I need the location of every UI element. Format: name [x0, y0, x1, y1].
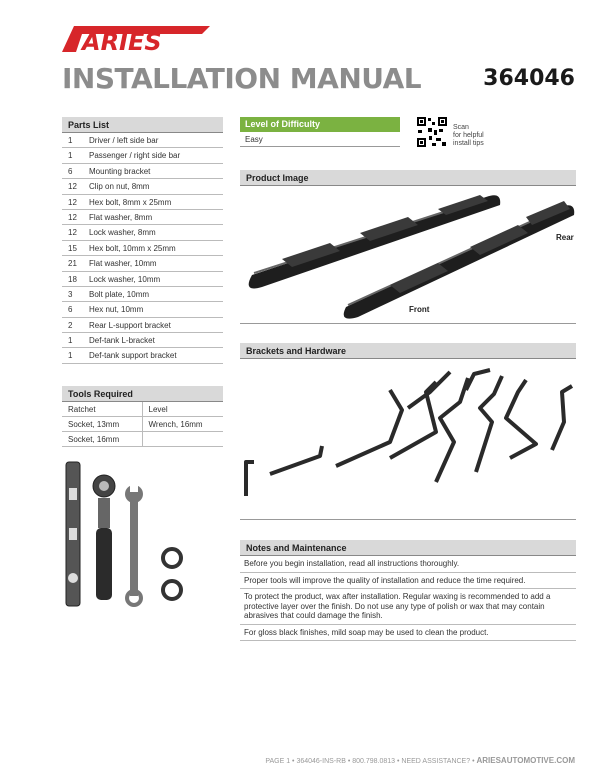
- part-desc: Def-tank L-bracket: [89, 336, 155, 346]
- tool-item: Wrench, 16mm: [143, 417, 224, 432]
- brackets-heading: Brackets and Hardware: [240, 343, 576, 359]
- part-desc: Rear L-support bracket: [89, 320, 171, 330]
- brackets-section: [240, 343, 576, 359]
- part-qty: 1: [68, 151, 73, 161]
- tools-illustration: [62, 458, 192, 610]
- part-qty: 6: [68, 166, 73, 176]
- part-qty: 12: [68, 182, 77, 192]
- part-qty: 6: [68, 305, 73, 315]
- part-qty: 1: [68, 136, 73, 145]
- part-desc: Hex bolt, 10mm x 25mm: [89, 243, 176, 253]
- parts-row: [62, 302, 223, 317]
- part-qty: 18: [68, 274, 77, 284]
- part-qty: 12: [68, 197, 77, 207]
- tool-item: [143, 432, 224, 447]
- part-desc: Driver / left side bar: [89, 136, 159, 145]
- part-desc: Lock washer, 10mm: [89, 274, 161, 284]
- part-desc: Clip on nut, 8mm: [89, 182, 150, 192]
- parts-row: [62, 179, 223, 194]
- part-desc: Lock washer, 8mm: [89, 228, 156, 238]
- part-desc: Flat washer, 10mm: [89, 259, 157, 269]
- part-desc: Bolt plate, 10mm: [89, 289, 150, 299]
- part-qty: 21: [68, 259, 77, 269]
- footer: PAGE 1 • 364046-INS-RB • 800.798.0813 • NEED ASSISTANCE? • ARIESAUTOMOTIVE.COM: [265, 756, 575, 765]
- part-qty: 1: [68, 336, 73, 346]
- parts-row: [62, 348, 223, 363]
- parts-row: [62, 225, 223, 240]
- part-desc: Hex nut, 10mm: [89, 305, 144, 315]
- tool-item: Socket, 16mm: [62, 432, 143, 447]
- difficulty-value: Easy: [240, 132, 400, 147]
- note-item: For gloss black finishes, mild soap may be used to clean the product.: [240, 625, 576, 642]
- parts-row: [62, 210, 223, 225]
- parts-row: [62, 272, 223, 287]
- tools-required: [62, 386, 223, 447]
- page-title: INSTALLATION MANUAL: [62, 62, 422, 95]
- note-item: Before you begin installation, read all instructions thoroughly.: [240, 556, 576, 573]
- part-desc: Def-tank support bracket: [89, 351, 177, 361]
- part-desc: Hex bolt, 8mm x 25mm: [89, 197, 172, 207]
- divider: [240, 519, 576, 520]
- website-link[interactable]: ARIESAUTOMOTIVE.COM: [476, 756, 575, 765]
- parts-row: [62, 318, 223, 333]
- part-qty: 12: [68, 228, 77, 238]
- front-label: Front: [409, 305, 430, 314]
- difficulty-heading: Level of Difficulty: [240, 117, 400, 132]
- side-bars-image: [240, 187, 576, 321]
- part-desc: Passenger / right side bar: [89, 151, 181, 161]
- difficulty: [240, 117, 400, 147]
- rear-label: Rear: [556, 233, 574, 242]
- tool-item: Socket, 13mm: [62, 417, 143, 432]
- aries-logo: [62, 24, 212, 54]
- note-item: To protect the product, wax after installation. Regular waxing is recommended to add a protective layer over the finish. Do not use any type of polish or wax that may contain abrasives that could damage the finish.: [240, 589, 576, 625]
- parts-list: [62, 117, 223, 364]
- tools-heading: Tools Required: [62, 386, 223, 402]
- part-qty: 12: [68, 212, 77, 222]
- parts-row: [62, 256, 223, 271]
- parts-row: [62, 133, 223, 148]
- product-image-heading: Product Image: [240, 170, 576, 186]
- notes-section: [240, 540, 576, 641]
- parts-row: [62, 195, 223, 210]
- parts-row: [62, 164, 223, 179]
- divider: [240, 323, 576, 324]
- part-desc: Flat washer, 8mm: [89, 212, 153, 222]
- brackets-hardware-image: [240, 362, 576, 518]
- parts-row: [62, 148, 223, 163]
- parts-row: [62, 241, 223, 256]
- notes-heading: Notes and Maintenance: [240, 540, 576, 556]
- parts-row: [62, 287, 223, 302]
- qr-caption: Scan for helpful install tips: [453, 124, 484, 147]
- part-number: 364046: [483, 66, 575, 91]
- part-qty: 15: [68, 243, 77, 253]
- parts-list-heading: Parts List: [62, 117, 223, 133]
- parts-row: [62, 333, 223, 348]
- logo-text: ARIES: [82, 28, 162, 54]
- part-qty: 1: [68, 351, 73, 361]
- qr-code-icon[interactable]: [416, 116, 448, 148]
- tool-item: Ratchet: [62, 402, 143, 417]
- part-qty: 3: [68, 289, 73, 299]
- note-item: Proper tools will improve the quality of installation and reduce the time required.: [240, 573, 576, 590]
- tool-item: Level: [143, 402, 224, 417]
- product-image-section: [240, 170, 576, 186]
- part-qty: 2: [68, 320, 73, 330]
- part-desc: Mounting bracket: [89, 166, 151, 176]
